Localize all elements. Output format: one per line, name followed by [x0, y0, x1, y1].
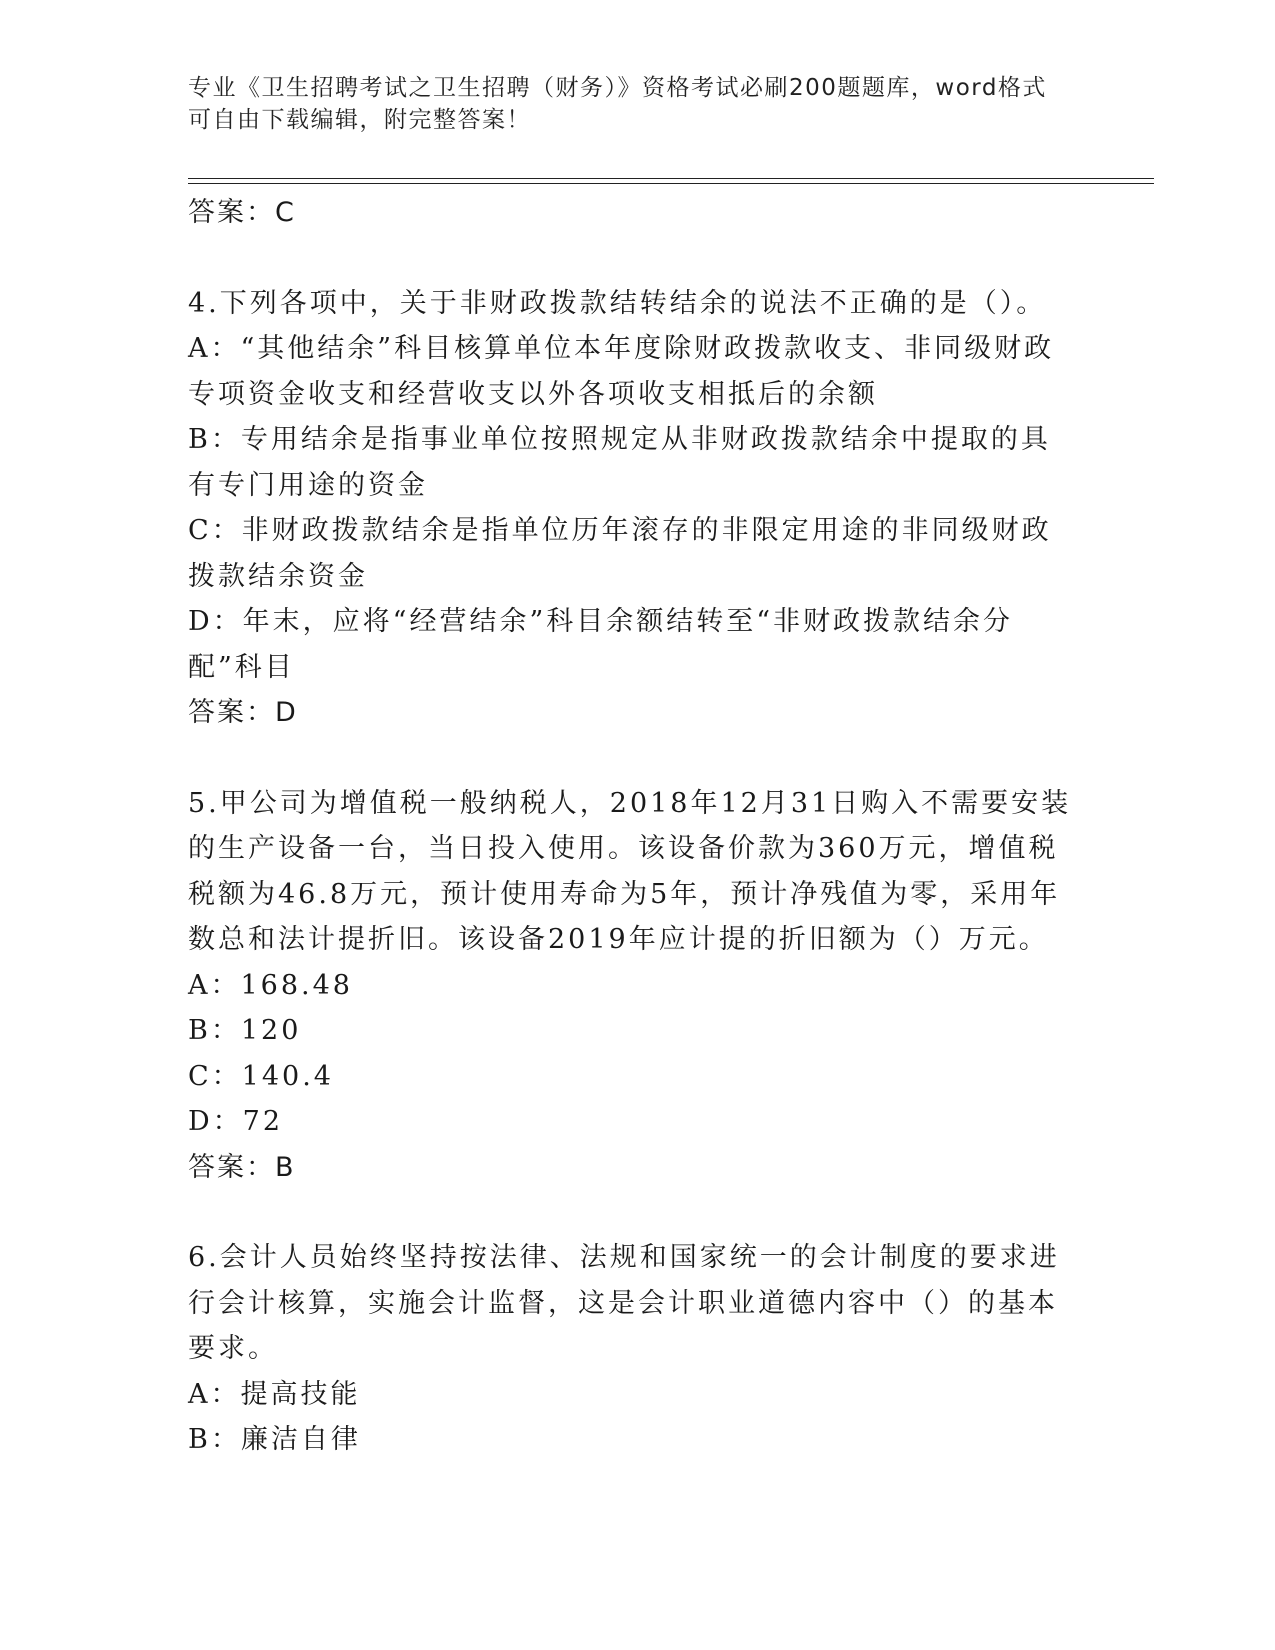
option-a: A：168.48 [188, 969, 353, 1001]
spacer [188, 236, 1078, 281]
answer-q4: 答案：D [188, 697, 298, 728]
header-divider-bottom [188, 183, 1154, 184]
question-stem: 6.会计人员始终坚持按法律、法规和国家统一的会计制度的要求进行会计核算，实施会计监督，这是会计职业道德内容中（）的基本要求。 [188, 1242, 1060, 1364]
header-line-2: 可自由下载编辑，附完整答案！ [188, 107, 531, 133]
question-stem: 5.甲公司为增值税一般纳税人，2018年12月31日购入不需要安装的生产设备一台，当日投入使用。该设备价款为360万元，增值税税额为46.8万元，预计使用寿命为5年，预计净残值为零，采用年数总和法计提折旧。该设备2019年应计提的折旧额为（）万元。 [188, 787, 1072, 955]
document-header [188, 72, 1088, 136]
answer-q5: 答案：B [188, 1151, 296, 1183]
option-d: D：年末，应将“经营结余”科目余额结转至“非财政拨款结余分配”科目 [188, 606, 1014, 683]
option-c: C：140.4 [188, 1060, 334, 1092]
answer-q3: 答案：C [188, 197, 296, 228]
header-divider-top [188, 178, 1154, 179]
question-stem: 4.下列各项中，关于非财政拨款结转结余的说法不正确的是（）。 [188, 287, 1047, 319]
option-b: B：廉洁自律 [188, 1424, 361, 1455]
spacer [188, 736, 1078, 781]
question-4 [188, 281, 1078, 736]
question-6 [188, 1235, 1078, 1463]
option-a: A：提高技能 [188, 1378, 361, 1410]
header-line-1: 专业《卫生招聘考试之卫生招聘（财务）》资格考试必刷200题题库，word格式 [188, 75, 1047, 101]
spacer [188, 1190, 1078, 1235]
question-5 [188, 781, 1078, 1191]
option-a: A：“其他结余”科目核算单位本年度除财政拨款收支、非同级财政专项资金收支和经营收支以外各项收支相抵后的余额 [188, 333, 1055, 410]
option-b: B：专用结余是指事业单位按照规定从非财政拨款结余中提取的具有专门用途的资金 [188, 424, 1051, 501]
option-c: C：非财政拨款结余是指单位历年滚存的非限定用途的非同级财政拨款结余资金 [188, 515, 1052, 592]
document-body [188, 190, 1078, 1463]
option-d: D：72 [188, 1106, 284, 1137]
option-b: B：120 [188, 1015, 302, 1046]
